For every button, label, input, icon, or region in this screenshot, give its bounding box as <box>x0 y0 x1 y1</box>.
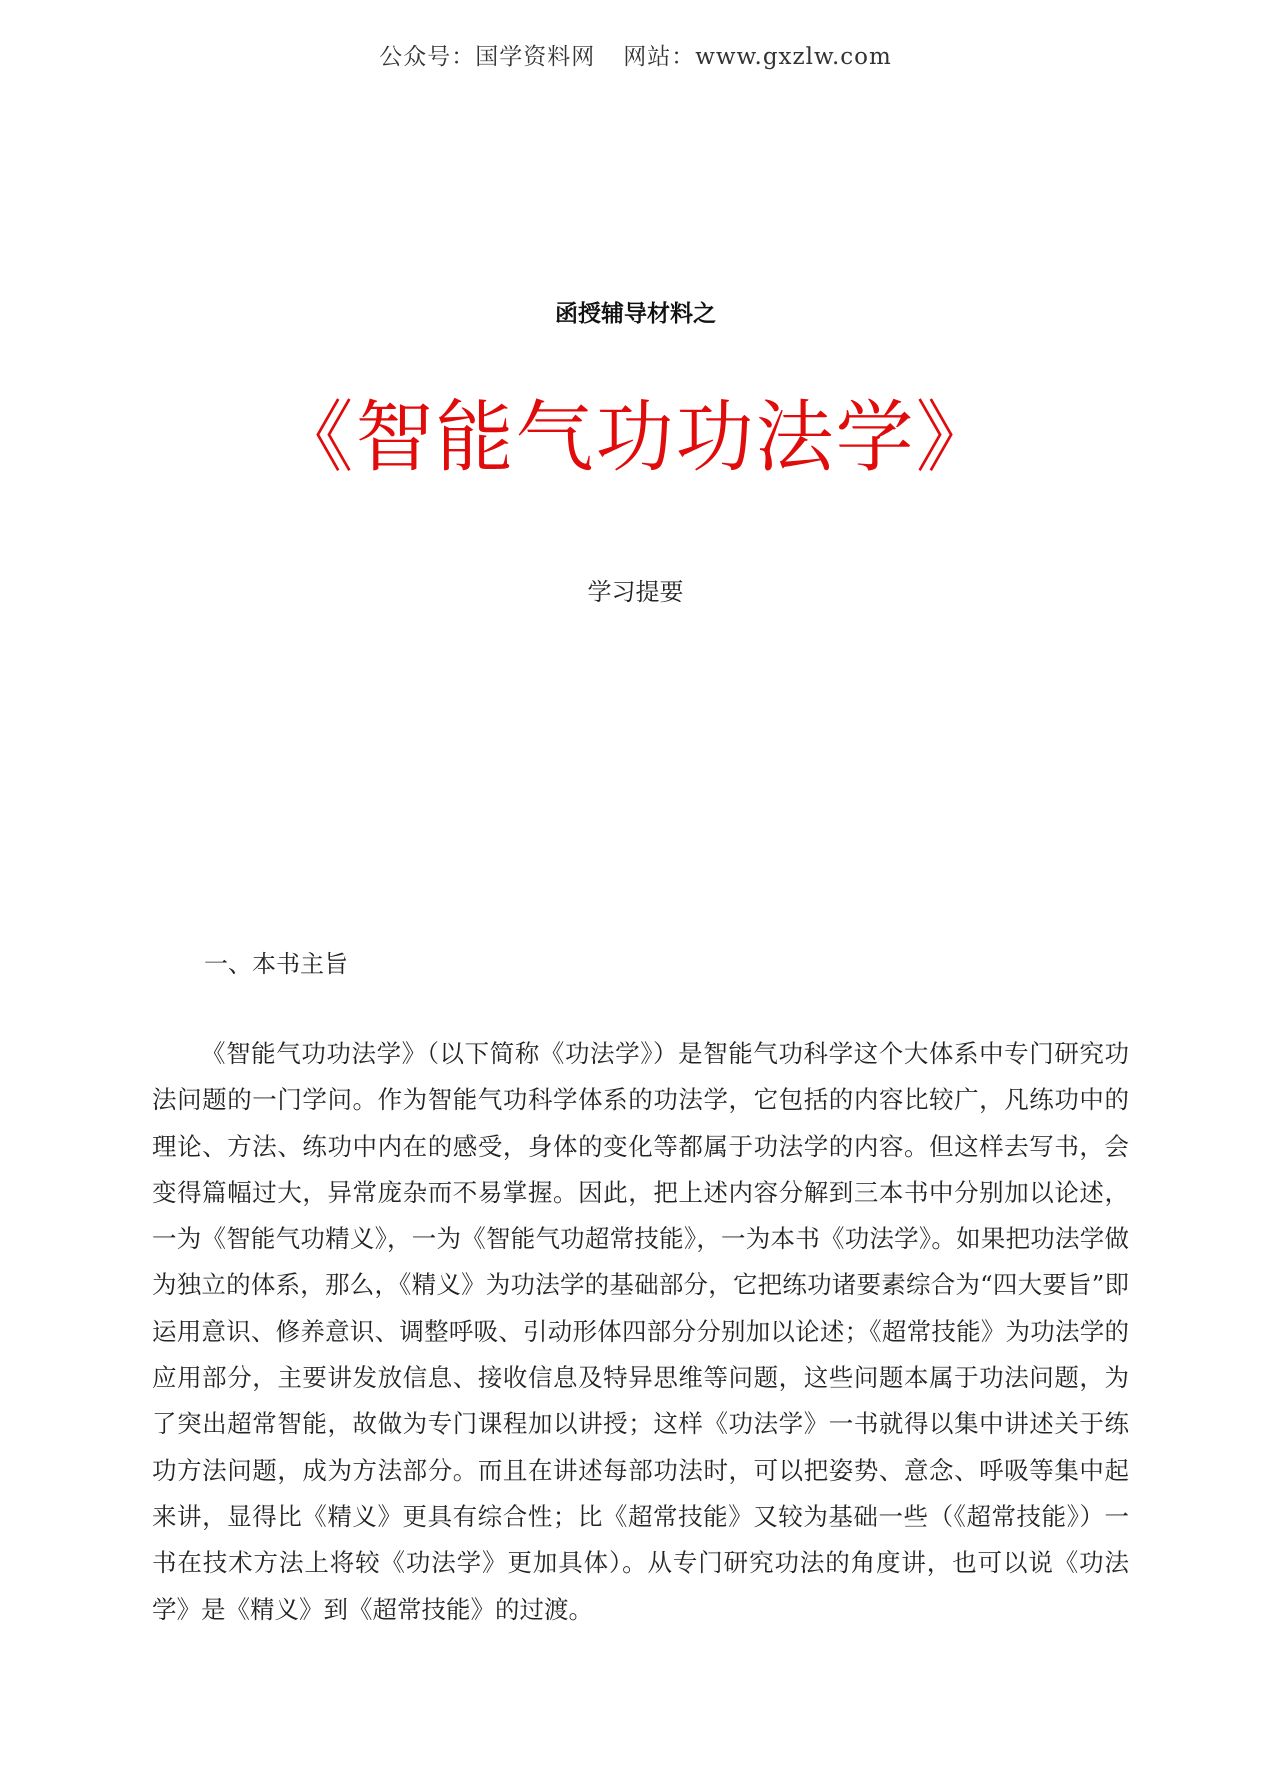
body-paragraph: 《智能气功功法学》（以下简称《功法学》）是智能气功科学这个大体系中专门研究功法问题的一门学问。作为智能气功科学体系的功法学，它包括的内容比较广，凡练功中的理论、方法、练功中内在的感受，身体的变化等都属于功法学的内容。但这样去写书，会变得篇幅过大，异常庞杂而不易掌握。因此，把上述内容分解到三本书中分别加以论述，一为《智能气功精义》，一为《智能气功超常技能》，一为本书《功法学》。如果把功法学做为独立的体系，那么，《精义》为功法学的基础部分，它把练功诸要素综合为“四大要旨”即运用意识、修养意识、调整呼吸、引动形体四部分分别加以论述；《超常技能》为功法学的应用部分，主要讲发放信息、接收信息及特异思维等问题，这些问题本属于功法问题，为了突出超常智能，故做为专门课程加以讲授；这样《功法学》一书就得以集中讲述关于练功方法问题，成为方法部分。而且在讲述每部功法时，可以把姿势、意念、呼吸等集中起来讲，显得比《精义》更具有综合性；比《超常技能》又较为基础一些（《超常技能》）一书在技术方法上将较《功法学》更加具体）。从专门研究功法的角度讲，也可以说《功法学》是《精义》到《超常技能》的过渡。 <box>152 1039 1129 1624</box>
study-guide-heading: 学习提要 <box>587 578 684 606</box>
document-title: 《智能气功功法学》 <box>275 393 996 483</box>
website-label: 网站：www.gxzlw.com <box>623 44 892 70</box>
section-heading: 一、本书主旨 <box>204 950 348 978</box>
page-header <box>0 38 1271 71</box>
document-subtitle: 函授辅导材料之 <box>555 301 716 327</box>
wechat-account-label: 公众号：国学资料网 <box>379 44 596 70</box>
